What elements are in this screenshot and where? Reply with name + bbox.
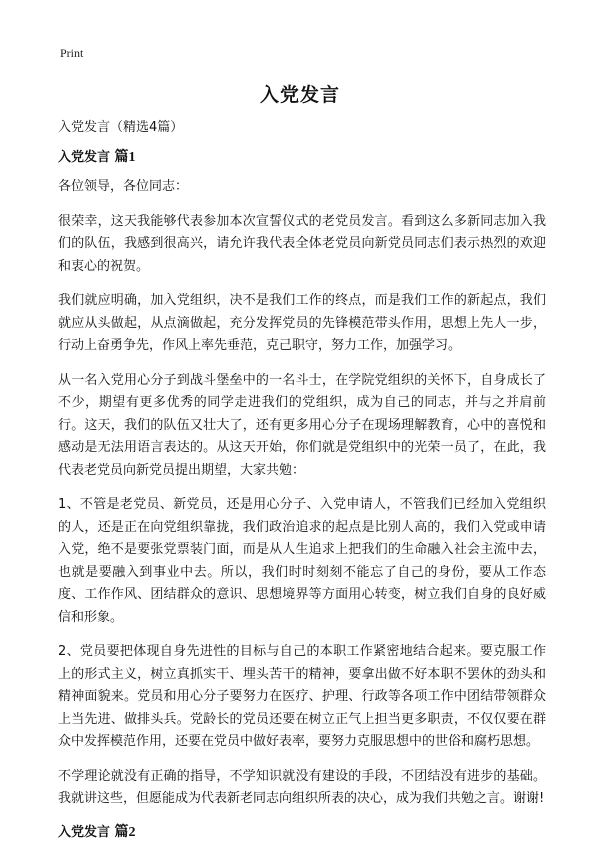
paragraph: 从一名入党用心分子到战斗堡垒中的一名斗士，在学院党组织的关怀下，自身成长了不少，期望有更多优秀的同学走进我们的党组织，成为自己的同志，并与之并肩前行。这天，我们的队伍又壮大了，还有更多用心分子在现场理解教育，心中的喜悦和感动是无法用语言表达的。从这天开始，你们就是党组织中的光荣一员了，在此，我代表老党员向新党员提出期望，大家共勉： bbox=[58, 372, 546, 478]
paragraph: 2、党员要把体现自身先进性的目标与自己的本职工作紧密地结合起来。要克服工作上的形式主义，树立真抓实干、埋头苦干的精神，要拿出做不好本职不罢休的劲头和精神面貌来。党员和用心分子要努力在医疗、护理、行政等各项工作中团结带领群众上当先进、做排头兵。党龄长的党员还要在树立正气上担当更多职责，不仅仅要在群众中发挥模范作用，还要在党员中做好表率，要努力克服思想中的世俗和腐朽思想。 bbox=[58, 644, 546, 749]
paragraph: 不学理论就没有正确的指导，不学知识就没有建设的手段，不团结没有进步的基础。我就讲这些，但愿能成为代表新老同志向组织所表的决心，成为我们共勉之言。谢谢! bbox=[58, 768, 546, 806]
section-heading-number: 篇1 bbox=[114, 150, 136, 165]
document-title: 入党发言 bbox=[259, 84, 340, 106]
section-heading-2 bbox=[58, 823, 546, 843]
print-label: Print bbox=[60, 46, 84, 60]
paragraph: 1、不管是老党员、新党员，还是用心分子、入党申请人，不管我们已经加入党组织的人，还是正在向党组织靠拢，我们政治追求的起点是比别人高的，我们入党或申请入党，绝不是要张党票装门面，而是从人生追求上把我们的生命融入社会主流中去，也就是要融入到事业中去。所以，我们时时刻刻不能忘了自己的身份，要从工作态度、工作作风、团结群众的意识、思想境界等方面用心转变，树立我们自身的良好威信和形象。 bbox=[58, 497, 546, 625]
section-heading-prefix: 入党发言 bbox=[58, 150, 115, 165]
section-heading-1 bbox=[58, 148, 546, 168]
paragraph: 很荣幸，这天我能够代表参加本次宣誓仪式的老党员发言。看到这么多新同志加入我们的队伍，我感到很高兴，请允许我代表全体老党员向新党员同志们表示热烈的欢迎和衷心的祝贺。 bbox=[58, 213, 546, 274]
paragraph: 各位领导，各位同志： bbox=[58, 179, 189, 194]
document-subtitle: 入党发言（精选4篇） bbox=[58, 120, 184, 135]
paragraph: 我们就应明确，加入党组织，决不是我们工作的终点，而是我们工作的新起点，我们就应从头做起，从点滴做起，充分发挥党员的先锋模范带头作用，思想上先人一步，行动上奋勇争先，作风上率先垂范，克己职守，努力工作，加强学习。 bbox=[58, 293, 546, 353]
section-heading-prefix: 入党发言 bbox=[58, 824, 115, 840]
section-heading-number: 篇2 bbox=[114, 824, 136, 840]
document-body bbox=[58, 118, 546, 851]
